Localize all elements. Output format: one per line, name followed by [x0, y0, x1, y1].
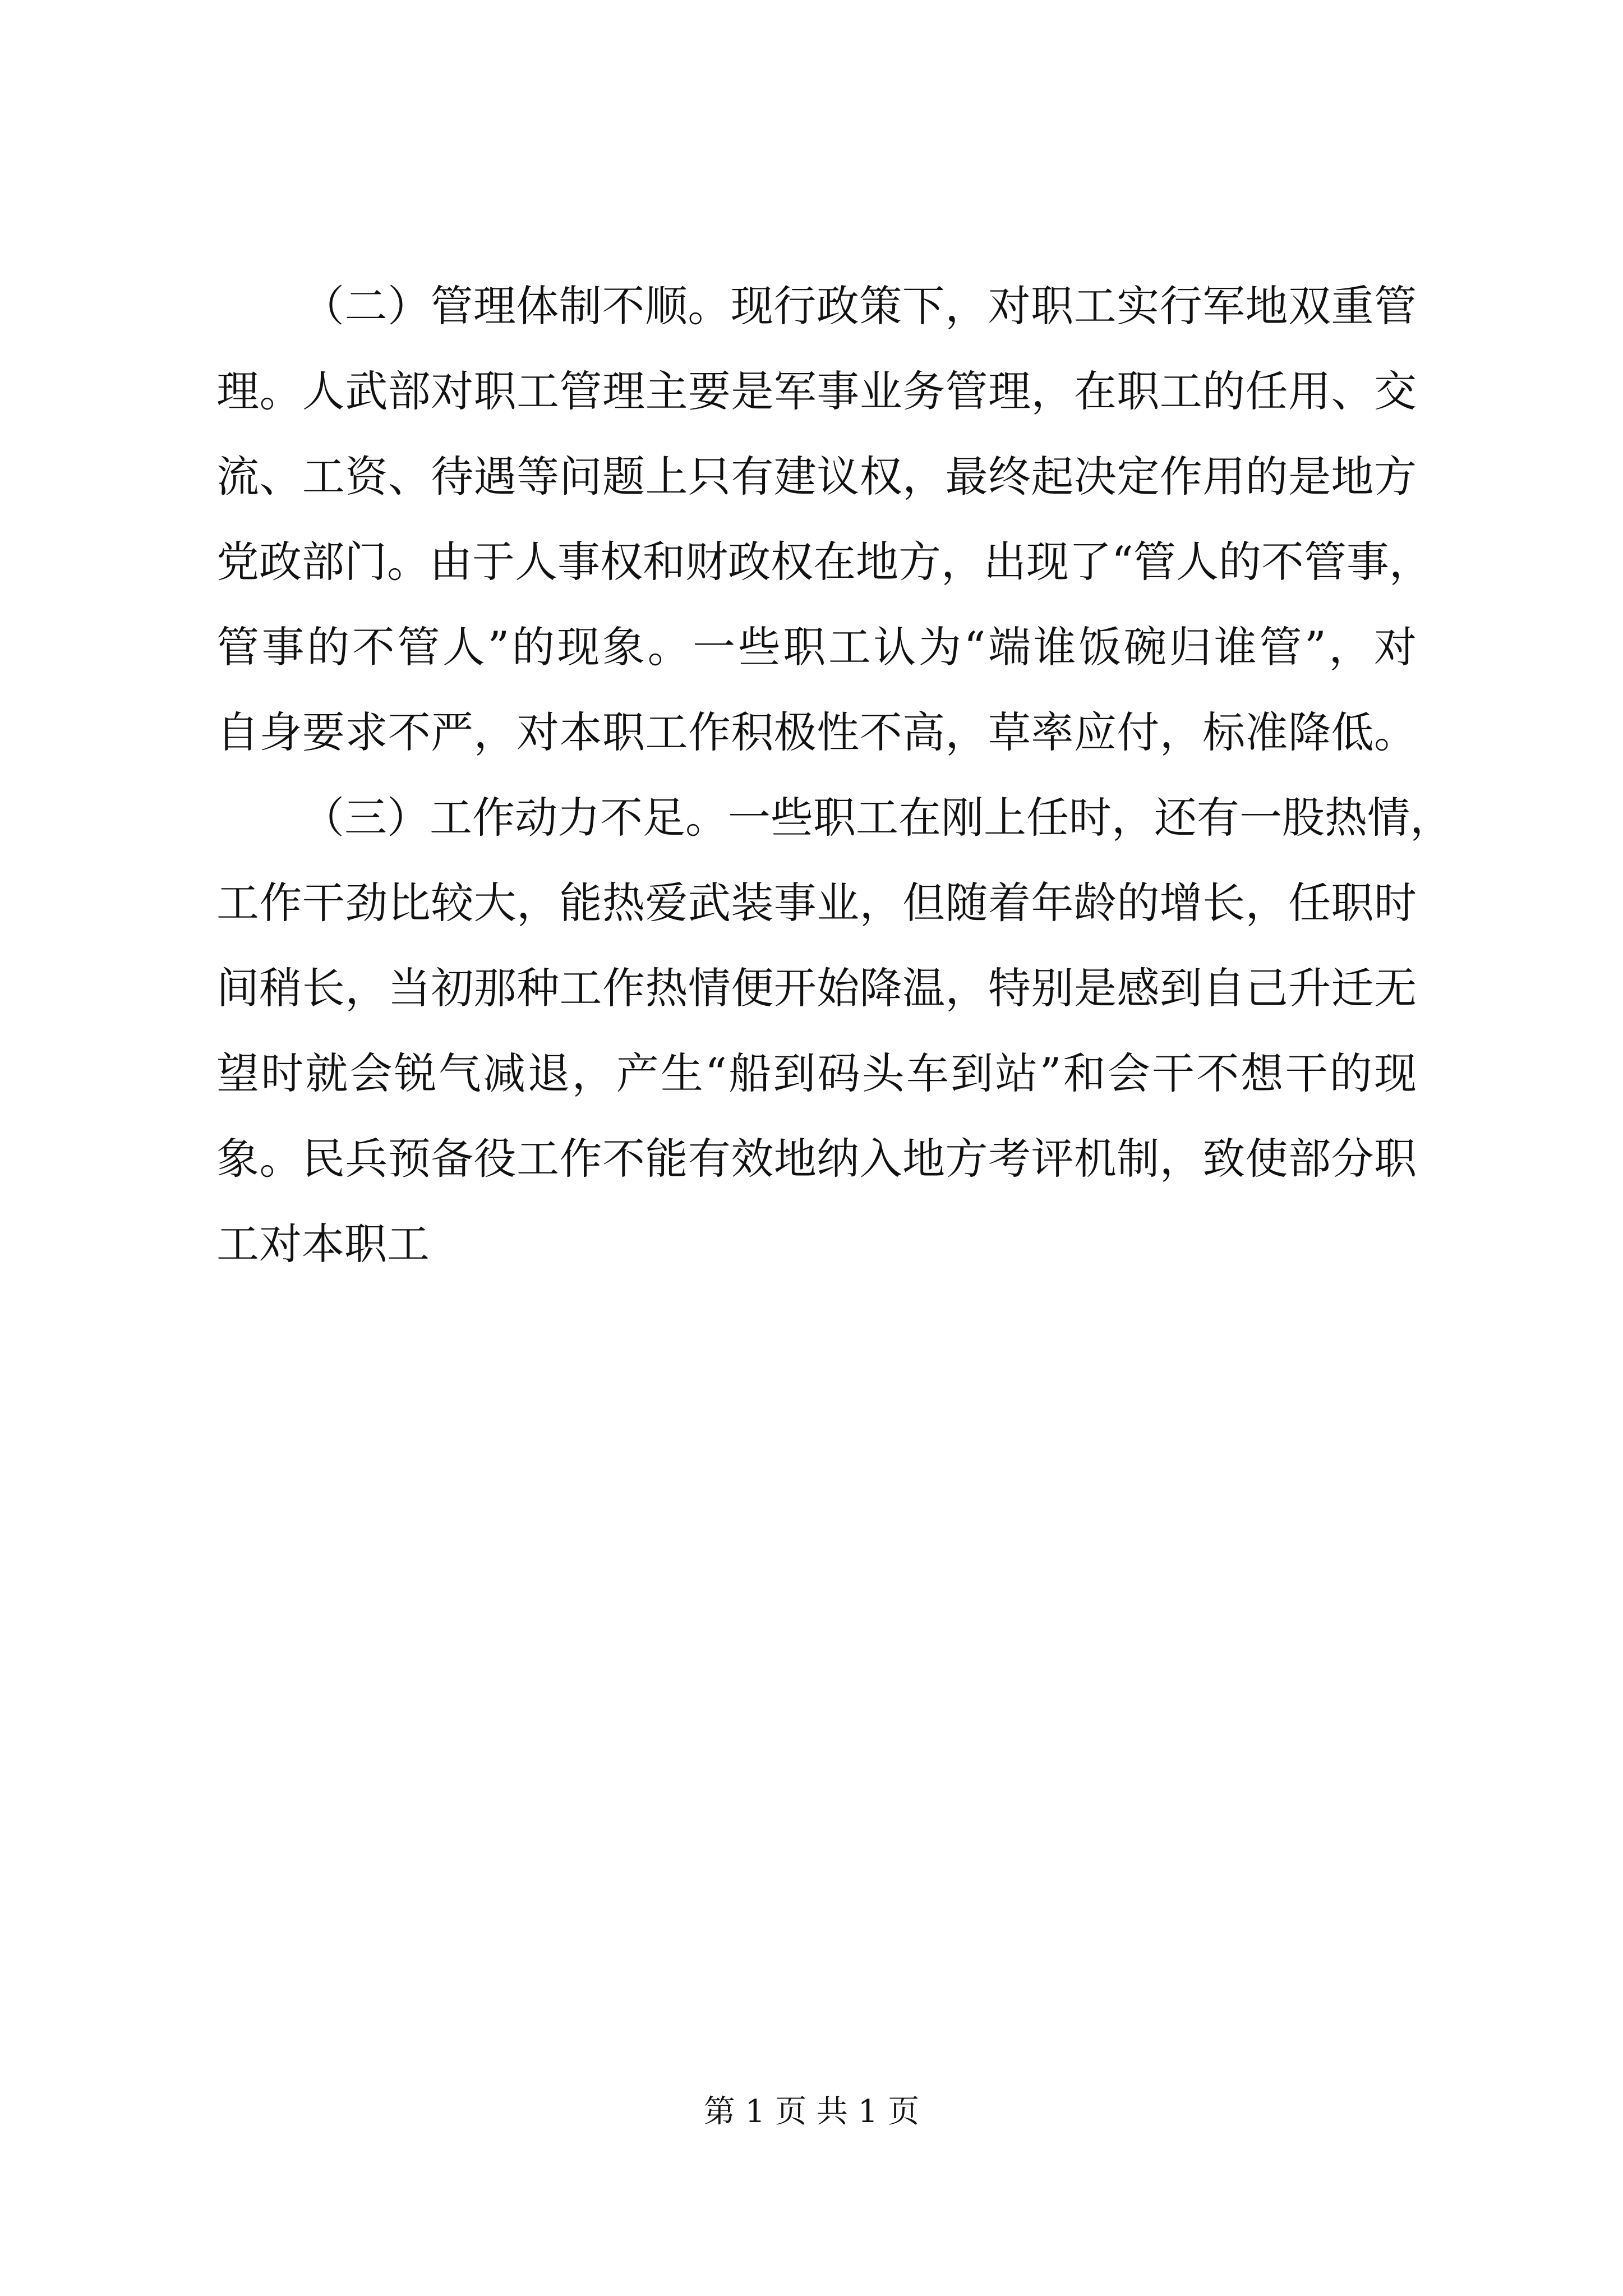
page-number-label: 第 1 页 共 1 页	[703, 2093, 920, 2130]
page-footer	[0, 2087, 1623, 2137]
paragraph-line: （二）管理体制不顺。现行政策下，对职工实行军地双重管	[302, 281, 1417, 331]
paragraph-line: 自身要求不严，对本职工作积极性不高，草率应付，标准降低。	[216, 707, 1417, 757]
paragraph-line: 工作干劲比较大，能热爱武装事业，但随着年龄的增长，任职时	[216, 878, 1417, 928]
paragraph-line: （三）工作动力不足。一些职工在刚上任时，还有一股热情，	[302, 793, 1453, 843]
paragraph-line: 理。人武部对职工管理主要是军事业务管理，在职工的任用、交	[216, 366, 1417, 416]
paragraph-management-system	[216, 264, 1432, 775]
paragraph-line: 望时就会锐气减退，产生“船到码头车到站”和会干不想干的现	[216, 1048, 1417, 1098]
paragraph-work-motivation	[216, 775, 1453, 1287]
document-body	[216, 264, 1453, 1287]
paragraph-line: 流、工资、待遇等问题上只有建议权，最终起决定作用的是地方	[216, 452, 1417, 501]
paragraph-line: 间稍长，当初那种工作热情便开始降温，特别是感到自己升迁无	[216, 963, 1417, 1013]
paragraph-line: 工对本职工	[216, 1219, 430, 1269]
paragraph-line: 象。民兵预备役工作不能有效地纳入地方考评机制，致使部分职	[216, 1134, 1417, 1184]
paragraph-line: 党政部门。由于人事权和财政权在地方，出现了“管人的不管事，	[216, 537, 1432, 587]
paragraph-line: 管事的不管人”的现象。一些职工认为“端谁饭碗归谁管”，对	[216, 622, 1417, 672]
